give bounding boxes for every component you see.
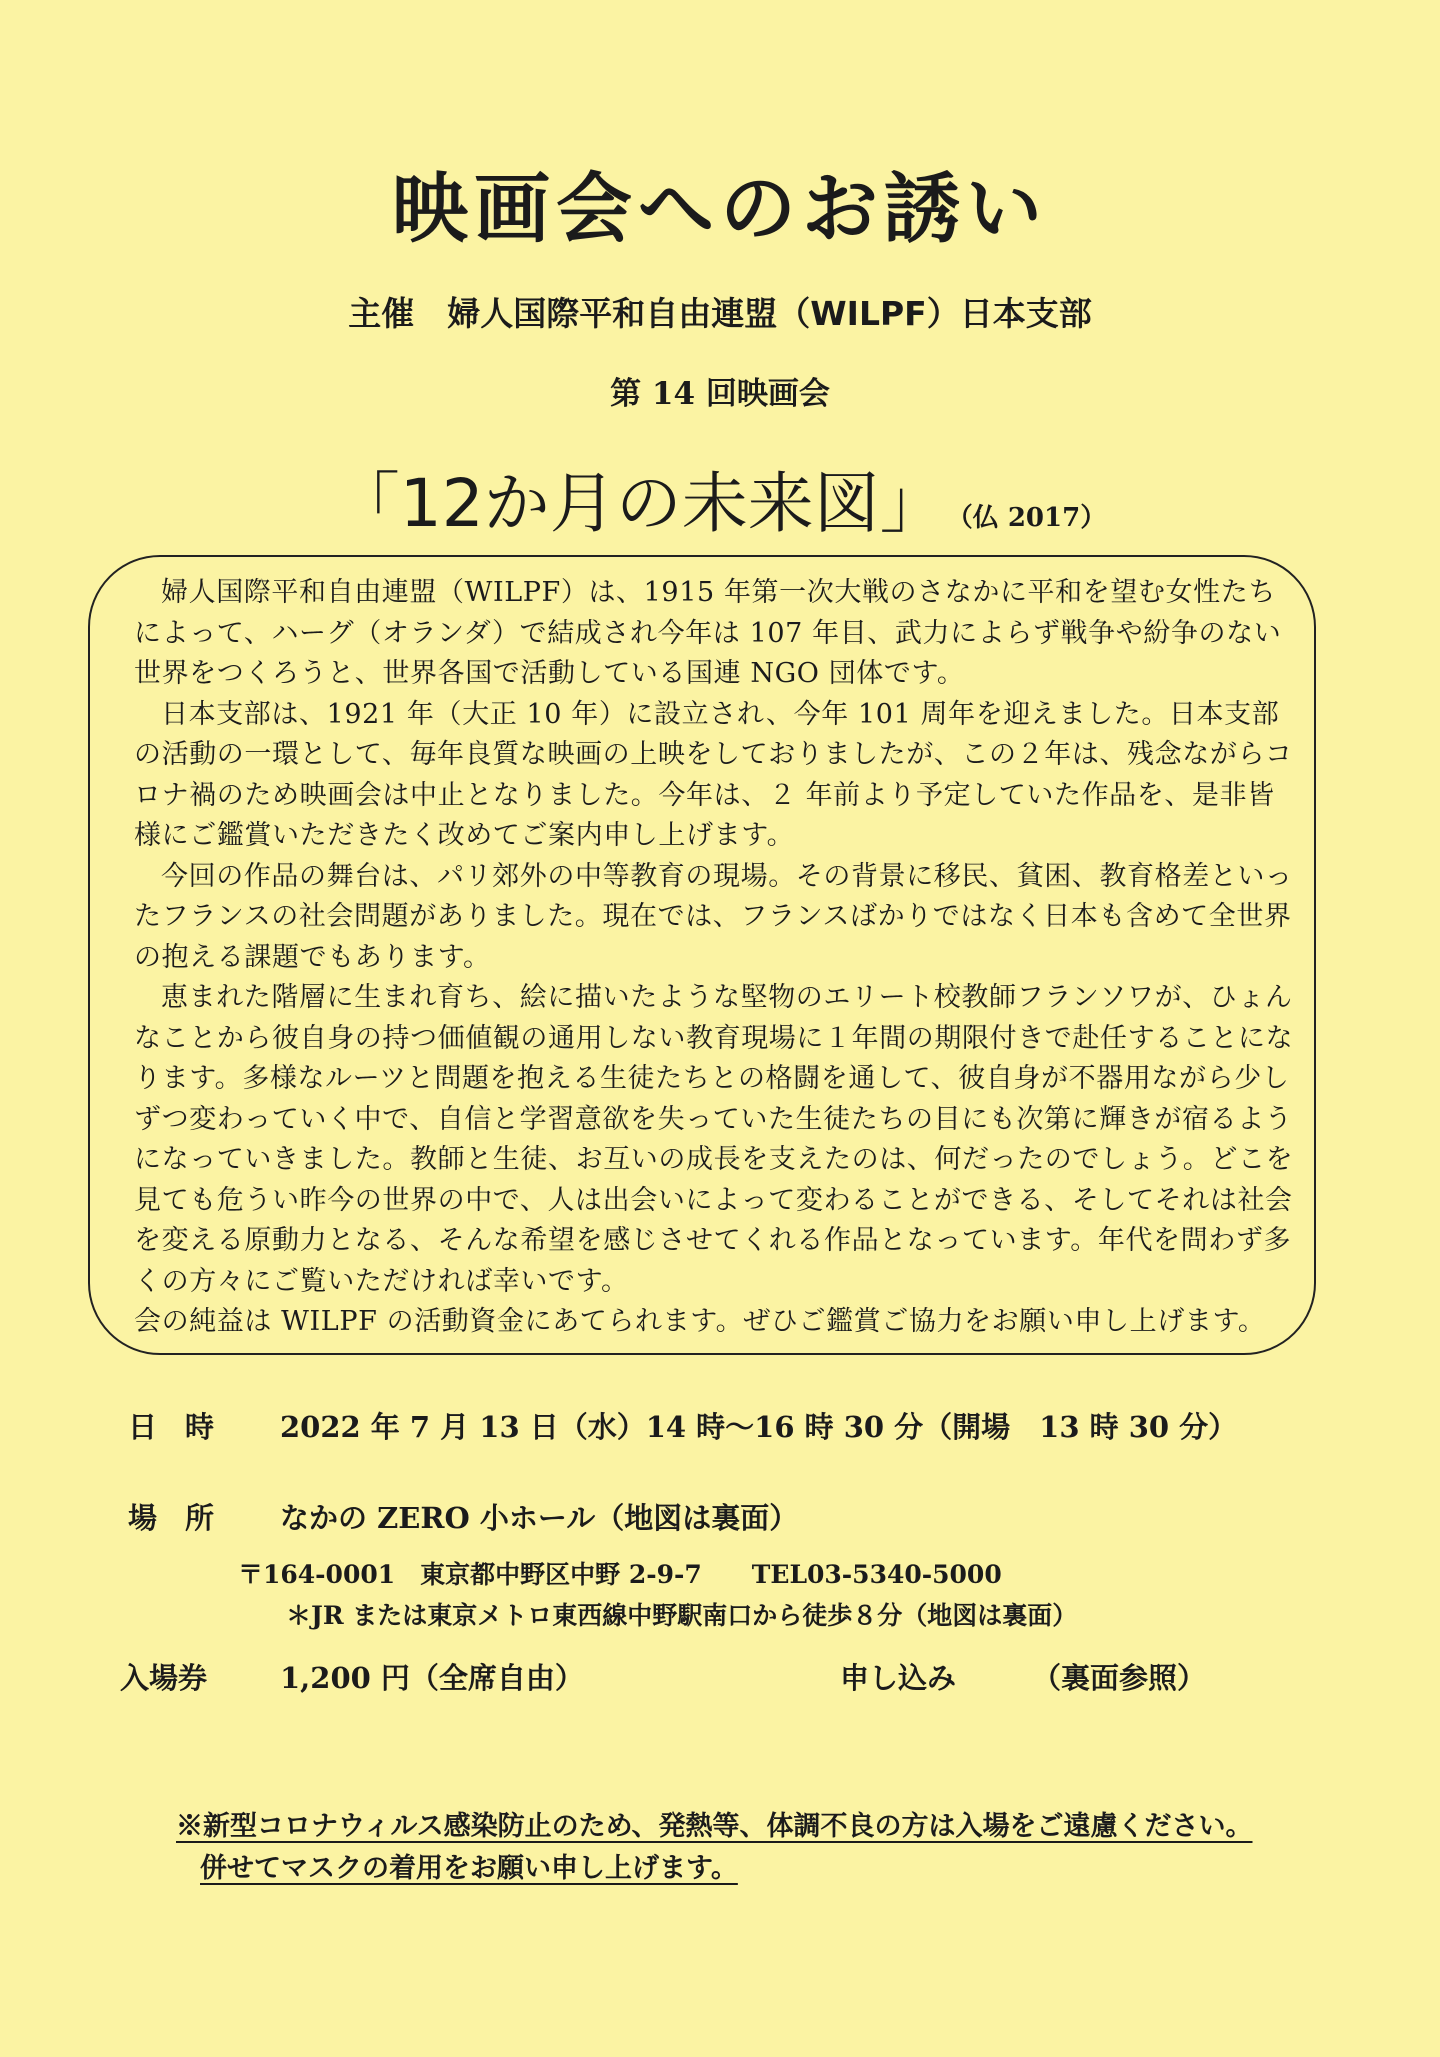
paragraph-film-setting: 今回の作品の舞台は、パリ郊外の中等教育の現場。その背景に移民、貧困、教育格差といったフランスの社会問題がありました。現在では、フランスばかりではなく日本も含めて全世界の抱える課題でもあります。 [134, 860, 1293, 973]
paragraph-japan-branch: 日本支部は、1921 年（大正 10 年）に設立され、今年 101 周年を迎えました。日本支部の活動の一環として、毎年良質な映画の上映をしておりましたが、この２年は、残念ながらコロナ禍のため映画会は中止となりました。今年は、２ 年前より予定していた作品を、是非皆様にご鑑賞いただきたく改めてご案内申し上げます。 [134, 698, 1293, 851]
apply-label: 申し込み [840, 1661, 957, 1695]
ticket-label: 入場券 [120, 1661, 208, 1695]
paragraph-film-story: 恵まれた階層に生まれ育ち、絵に描いたような堅物のエリート校教師フランソワが、ひょんなことから彼自身の持つ価値観の通用しない教育現場に１年間の期限付きで赴任することになります。多様なルーツと問題を抱える生徒たちとの格闘を通して、彼自身が不器用ながら少しずつ変わっていく中で、自信と学習意欲を失っていた生徒たちの目にも次第に輝きが宿るようになっていきました。教師と生徒、お互いの成長を支えたのは、何だったのでしょう。どこを見ても危うい昨今の世界の中で、人は出会いによって変わることができる、そしてそれは社会を変える原動力となる、そんな希望を感じさせてくれる作品となっています。年代を問わず多くの方々にご覧いただければ幸いです。 [134, 982, 1294, 1297]
venue-address: 〒164-0001 東京都中野区中野 2-9-7 TEL03-5340-5000 [238, 1560, 1002, 1589]
film-origin-note: （仏 2017） [959, 503, 1107, 533]
description-text [134, 573, 1294, 1343]
date-value: 2022 年 7 月 13 日（水）14 時～16 時 30 分（開場 13 時 30 分） [280, 1410, 1238, 1444]
date-label: 日時 [128, 1410, 243, 1444]
place-value: なかの ZERO 小ホール（地図は裏面） [280, 1501, 799, 1535]
film-title: 「12か月の未来図」 [333, 465, 946, 542]
paragraph-proceeds: 会の純益は WILPF の活動資金にあてられます。ぜひご鑑賞ご協力をお願い申し上げます。 [134, 1306, 1266, 1337]
covid-notice-line2: 併せてマスクの着用をお願い申し上げます。 [200, 1853, 738, 1884]
apply-reference: （裏面参照） [1032, 1661, 1207, 1695]
organizer-line: 主催 婦人国際平和自由連盟（WILPF）日本支部 [348, 294, 1092, 333]
page-title: 映画会へのお誘い [392, 164, 1048, 253]
ticket-price: 1,200 円（全席自由） [280, 1661, 584, 1695]
covid-notice-line1: ※新型コロナウィルス感染防止のため、発熱等、体調不良の方は入場をご遠慮ください。 [176, 1811, 1253, 1842]
session-number: 第 14 回映画会 [610, 376, 830, 412]
venue-access: ＊JR または東京メトロ東西線中野駅南口から徒歩８分（地図は裏面） [286, 1601, 1078, 1630]
paragraph-about-wilpf: 婦人国際平和自由連盟（WILPF）は、1915 年第一次大戦のさなかに平和を望む女性たちによって、ハーグ（オランダ）で結成され今年は 107 年目、武力によらず戦争や紛争のない世界をつくろうと、世界各国で活動している国連 NGO 団体です。 [134, 577, 1282, 689]
place-label: 場所 [128, 1501, 243, 1535]
film-title-row [0, 450, 1440, 545]
